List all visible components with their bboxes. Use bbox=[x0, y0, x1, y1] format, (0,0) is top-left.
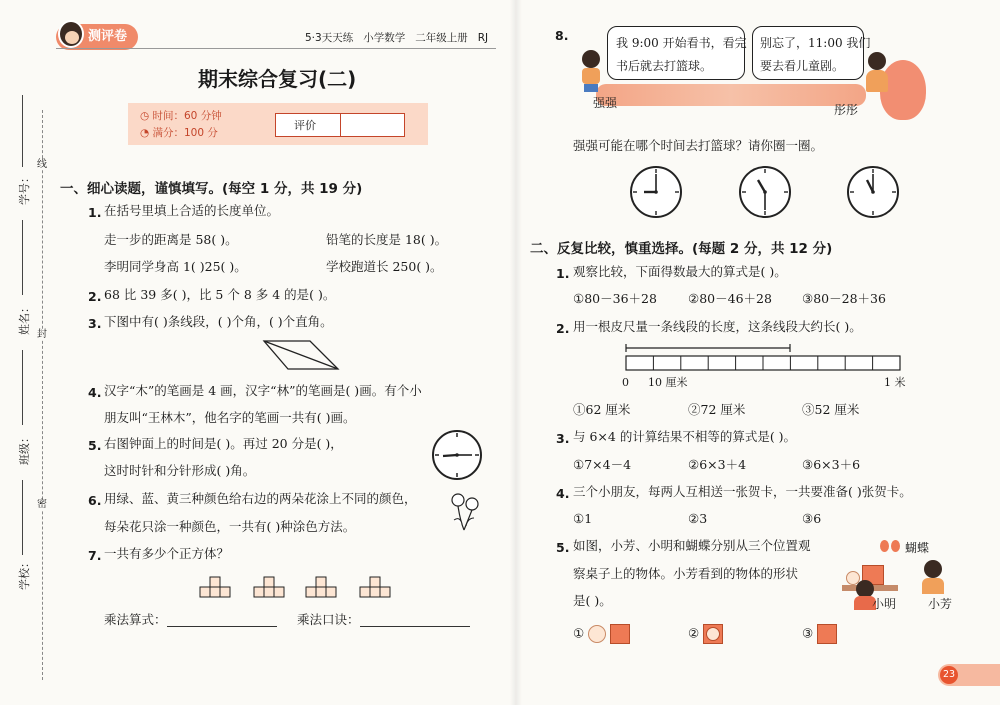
edition-name: RJ bbox=[477, 32, 489, 44]
page-number-tab bbox=[938, 664, 1000, 686]
q5-line2: 这时时针和分针形成( )角。 bbox=[104, 463, 256, 478]
label-xiaofang: 小芳 bbox=[928, 597, 953, 611]
s2-q3-option-1[interactable]: ①7×4－4 bbox=[573, 457, 632, 472]
s2-q2-option-1[interactable]: ①62 厘米 bbox=[573, 402, 631, 417]
page-title: 期末综合复习(二) bbox=[198, 67, 357, 91]
s2-q2-option-2[interactable]: ②72 厘米 bbox=[688, 402, 746, 417]
binding-school-field[interactable] bbox=[22, 480, 23, 555]
q1-line1b: 铅笔的长度是 18( )。 bbox=[326, 232, 448, 247]
q8-question: 强强可能在哪个时间去打篮球？请你圈一圈。 bbox=[573, 138, 824, 153]
q5-clock-icon bbox=[430, 428, 484, 482]
q5-number: 5. bbox=[88, 438, 102, 453]
cube-group-2 bbox=[250, 573, 290, 603]
info-box bbox=[128, 103, 428, 145]
square-with-circle-icon bbox=[703, 624, 723, 644]
s2-q1-option-3[interactable]: ③80－28＋36 bbox=[802, 291, 886, 306]
rhyme-blank[interactable] bbox=[360, 615, 470, 627]
s2-q5-option-2[interactable] bbox=[688, 624, 723, 644]
square-shape-icon bbox=[610, 624, 630, 644]
s2-q5-option-3[interactable] bbox=[802, 624, 837, 644]
binding-strip bbox=[0, 0, 50, 705]
q4-number: 4. bbox=[88, 385, 102, 400]
section2-heading: 二、反复比较，慎重选择。(每题 2 分，共 12 分) bbox=[530, 241, 833, 257]
circle-shape-icon bbox=[588, 625, 606, 643]
label-xiaoming: 小明 bbox=[872, 597, 897, 611]
s2-q3-option-3[interactable]: ③6×3＋6 bbox=[802, 457, 861, 472]
series-name: 5·3天天练 bbox=[305, 32, 354, 44]
s2-q2-option-3[interactable]: ③52 厘米 bbox=[802, 402, 860, 417]
name-tongtong: 彤彤 bbox=[834, 103, 859, 117]
q4-line2: 朋友叫“王林木”，他名字的笔画一共有( )画。 bbox=[104, 410, 356, 425]
q7-text: 一共有多少个正方体？ bbox=[104, 546, 230, 561]
score-icon: ◔ bbox=[140, 127, 153, 139]
page-number: 23 bbox=[943, 669, 956, 680]
clock-icon: ◷ bbox=[140, 110, 153, 122]
q3-text: 下图中有( )条线段，( )个角，( )个直角。 bbox=[104, 314, 333, 329]
label-butterfly: 蝴蝶 bbox=[905, 541, 930, 555]
s2-q1-number: 1. bbox=[556, 266, 570, 281]
square-shape-only-icon bbox=[817, 624, 837, 644]
clock-option-2[interactable] bbox=[737, 164, 793, 220]
mascot-icon bbox=[58, 20, 84, 48]
eval-label: 评价 bbox=[294, 119, 316, 132]
girl-xiaofang-icon bbox=[918, 560, 948, 596]
time-info bbox=[140, 111, 222, 122]
badge-label: 测评卷 bbox=[88, 29, 128, 44]
bubble-left-line2: 书后就去打篮球。 bbox=[616, 59, 713, 73]
s2-q5-option-1[interactable] bbox=[573, 624, 630, 644]
rhyme-label: 乘法口诀： bbox=[297, 612, 360, 627]
s2-q4-option-3[interactable]: ③6 bbox=[802, 511, 822, 526]
binding-name: 姓名： bbox=[18, 302, 31, 335]
binding-number-field[interactable] bbox=[22, 95, 23, 167]
q1-text: 在括号里填上合适的长度单位。 bbox=[104, 203, 280, 218]
q4-line1: 汉字“木”的笔画是 4 画，汉字“林”的笔画是( )画。有个小 bbox=[104, 383, 422, 398]
header-rule bbox=[56, 48, 496, 49]
bubble-right-line1: 别忘了，11:00 我们 bbox=[760, 36, 871, 50]
ground-strip bbox=[596, 84, 866, 106]
eval-field[interactable] bbox=[341, 114, 404, 136]
s2-q3-text: 与 6×4 的计算结果不相等的算式是( )。 bbox=[573, 429, 797, 444]
binding-name-field[interactable] bbox=[22, 220, 23, 295]
s2-q3-number: 3. bbox=[556, 431, 570, 446]
s2-q5-option-2-label: ② bbox=[688, 625, 700, 641]
tape-ruler bbox=[620, 340, 910, 374]
binding-class-field[interactable] bbox=[22, 350, 23, 425]
s2-q1-option-2[interactable]: ②80－46＋28 bbox=[688, 291, 772, 306]
formula-label: 乘法算式： bbox=[104, 612, 167, 627]
score-label: 满分：100 分 bbox=[152, 127, 218, 139]
q2-number: 2. bbox=[88, 289, 102, 304]
s2-q2-number: 2. bbox=[556, 321, 570, 336]
s2-q3-option-2[interactable]: ②6×3＋4 bbox=[688, 457, 747, 472]
s2-q5-line3: 是( )。 bbox=[573, 593, 612, 608]
q3-number: 3. bbox=[88, 316, 102, 331]
s2-q4-option-1[interactable]: ①1 bbox=[573, 511, 593, 526]
s2-q4-number: 4. bbox=[556, 486, 570, 501]
bubble-left-line1: 我 9:00 开始看书，看完 bbox=[616, 36, 747, 50]
q1-number: 1. bbox=[88, 205, 102, 220]
ruler-label-0: 0 bbox=[622, 376, 629, 389]
bubble-right bbox=[752, 26, 871, 80]
q7-rhyme bbox=[297, 614, 470, 627]
ruler-label-1m: 1 米 bbox=[884, 376, 906, 389]
score-info bbox=[140, 128, 218, 139]
s2-q5-option-1-label: ① bbox=[573, 625, 585, 641]
q7-formula bbox=[104, 614, 277, 627]
section1-heading: 一、细心读题，谨慎填写。(每空 1 分，共 19 分) bbox=[60, 181, 363, 197]
s2-q1-option-1[interactable]: ①80－36＋28 bbox=[573, 291, 657, 306]
q6-number: 6. bbox=[88, 493, 102, 508]
time-label: 时间：60 分钟 bbox=[152, 110, 222, 122]
bubble-right-line2: 要去看儿童剧。 bbox=[760, 59, 845, 73]
ruler-label-10: 10 厘米 bbox=[648, 376, 688, 389]
q7-number: 7. bbox=[88, 548, 102, 563]
page-seam bbox=[510, 0, 522, 705]
cut-line bbox=[42, 110, 43, 680]
eval-table bbox=[275, 113, 405, 137]
boy-qiangqiang-icon bbox=[578, 50, 604, 92]
s2-q5-option-3-label: ③ bbox=[802, 625, 814, 641]
header-series bbox=[305, 33, 488, 44]
s2-q2-text: 用一根皮尺量一条线段的长度，这条线段大约长( )。 bbox=[573, 319, 862, 334]
s2-q4-option-2[interactable]: ②3 bbox=[688, 511, 708, 526]
subject-name: 小学数学 bbox=[363, 32, 406, 44]
s2-q5-line1: 如图，小芳、小明和蝴蝶分别从三个位置观 bbox=[573, 538, 811, 553]
cube-group-1 bbox=[196, 573, 236, 603]
parallelogram-figure bbox=[262, 337, 342, 373]
bubble-left bbox=[607, 26, 745, 80]
clock-option-1[interactable] bbox=[628, 164, 684, 220]
girl-tongtong-icon bbox=[864, 52, 890, 100]
grade-name: 二年级上册 bbox=[415, 32, 468, 44]
formula-blank[interactable] bbox=[167, 615, 277, 627]
binding-school: 学校： bbox=[18, 557, 31, 590]
binding-class: 班级： bbox=[18, 432, 31, 465]
q1-line1a: 走一步的距离是 58( )。 bbox=[104, 232, 238, 247]
q8-number: 8. bbox=[555, 28, 569, 43]
butterfly-icon bbox=[880, 540, 900, 556]
name-qiangqiang: 强强 bbox=[593, 96, 618, 110]
q1-line2a: 李明同学身高 1( )25( )。 bbox=[104, 259, 247, 274]
q5-line1: 右图钟面上的时间是( )。再过 20 分是( )， bbox=[104, 436, 343, 451]
test-badge bbox=[56, 24, 138, 50]
s2-q4-text: 三个小朋友，每两人互相送一张贺卡，一共要准备( )张贺卡。 bbox=[573, 484, 912, 499]
cube-group-3 bbox=[302, 573, 342, 603]
line-mark-xian: 线 bbox=[37, 159, 47, 170]
clock-option-3[interactable] bbox=[845, 164, 901, 220]
q2-text: 68 比 39 多( )，比 5 个 8 多 4 的是( )。 bbox=[104, 287, 336, 302]
line-mark-feng: 封 bbox=[37, 329, 47, 340]
binding-number: 学号： bbox=[18, 172, 31, 205]
s2-q5-number: 5. bbox=[556, 540, 570, 555]
q6-line1: 用绿、蓝、黄三种颜色给右边的两朵花涂上不同的颜色， bbox=[104, 491, 417, 506]
s2-q1-text: 观察比较，下面得数最大的算式是( )。 bbox=[573, 264, 787, 279]
q1-line2b: 学校跑道长 250( )。 bbox=[326, 259, 443, 274]
line-mark-mi: 密 bbox=[37, 499, 47, 510]
two-flowers-icon bbox=[444, 490, 486, 534]
s2-q5-line2: 察桌子上的物体。小芳看到的物体的形状 bbox=[573, 566, 799, 581]
cube-group-4 bbox=[356, 573, 396, 603]
q6-line2: 每朵花只涂一种颜色，一共有( )种涂色方法。 bbox=[104, 519, 356, 534]
